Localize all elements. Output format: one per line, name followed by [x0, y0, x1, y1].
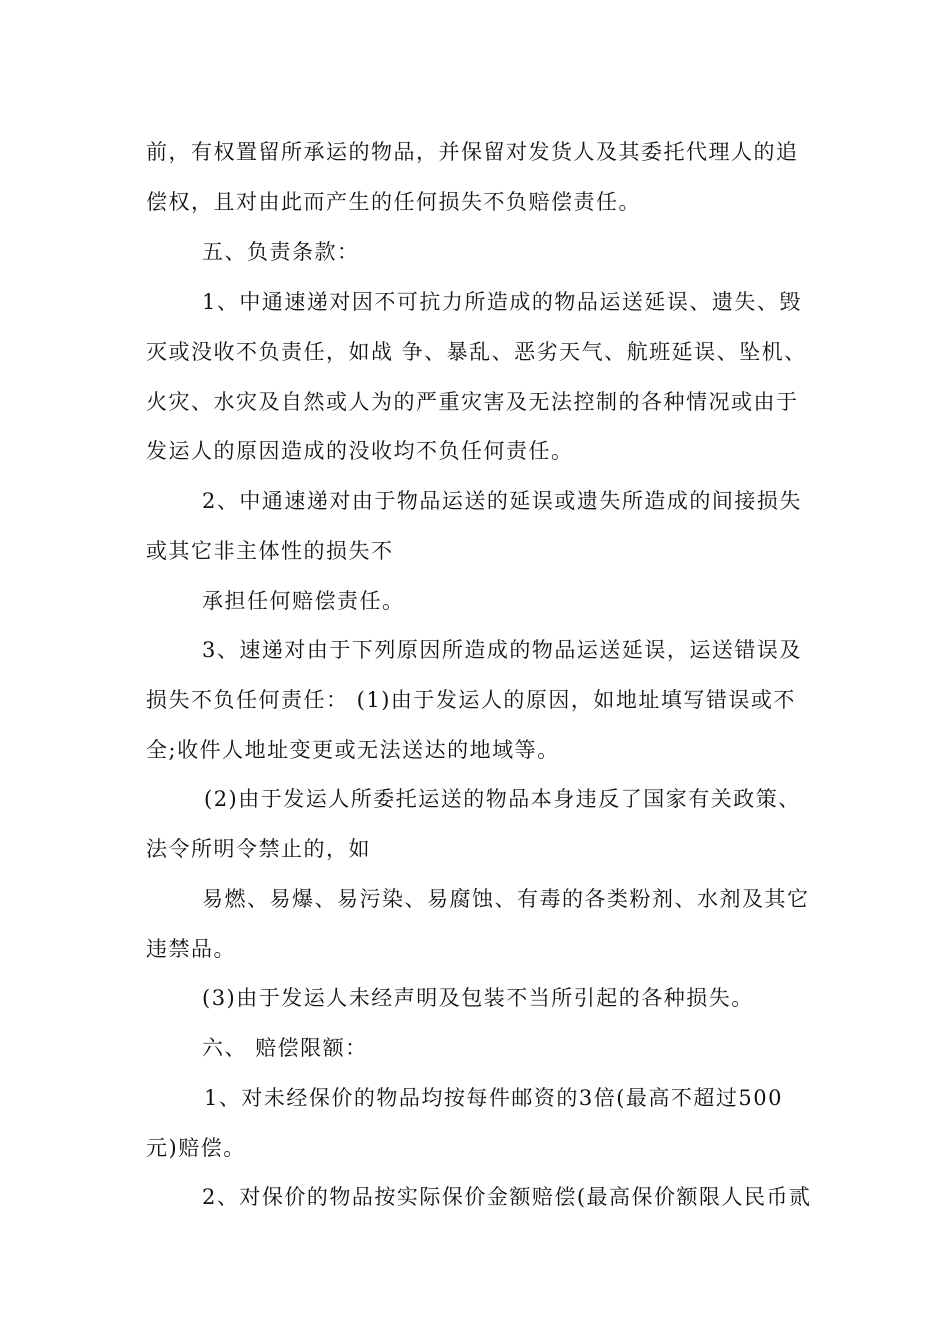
text-line: (3)由于发运人未经声明及包装不当所引起的各种损失。: [202, 986, 754, 1010]
text-line: 全;收件人地址变更或无法送达的地域等。: [146, 738, 560, 762]
text-line: 承担任何赔偿责任。: [202, 589, 405, 613]
text-line: 灭或没收不负责任，如战 争、暴乱、恶劣天气、航班延误、坠机、: [146, 340, 807, 364]
text-line: 法令所明令禁止的，如: [146, 837, 371, 861]
section-heading: 五、负责条款：: [202, 240, 360, 264]
text-line: 前，有权置留所承运的物品，并保留对发货人及其委托代理人的追: [146, 140, 799, 164]
text-line: 或其它非主体性的损失不: [146, 539, 394, 563]
text-line: 3、速递对由于下列原因所造成的物品运送延误，运送错误及: [202, 638, 802, 662]
text-line: 易燃、易爆、易污染、易腐蚀、有毒的各类粉剂、水剂及其它: [202, 887, 810, 911]
text-line: 1、中通速递对因不可抗力所造成的物品运送延误、遗失、毁: [202, 290, 802, 314]
text-line: 违禁品。: [146, 937, 236, 961]
text-line: 2、对保价的物品按实际保价金额赔偿(最高保价额限人民币贰: [202, 1185, 812, 1209]
text-line: 损失不负任何责任： (1)由于发运人的原因，如地址填写错误或不: [146, 688, 796, 712]
text-line: 偿权，且对由此而产生的任何损失不负赔偿责任。: [146, 190, 641, 214]
text-line: 2、中通速递对由于物品运送的延误或遗失所造成的间接损失: [202, 489, 802, 513]
section-heading: 六、 赔偿限额：: [202, 1036, 368, 1060]
text-line: 1、对未经保价的物品均按每件邮资的3倍(最高不超过500: [204, 1086, 783, 1110]
text-line: 元)赔偿。: [146, 1136, 246, 1160]
text-line: 火灾、水灾及自然或人为的严重灾害及无法控制的各种情况或由于: [146, 390, 799, 414]
text-line: (2)由于发运人所委托运送的物品本身违反了国家有关政策、: [204, 787, 801, 811]
text-line: 发运人的原因造成的没收均不负任何责任。: [146, 439, 574, 463]
